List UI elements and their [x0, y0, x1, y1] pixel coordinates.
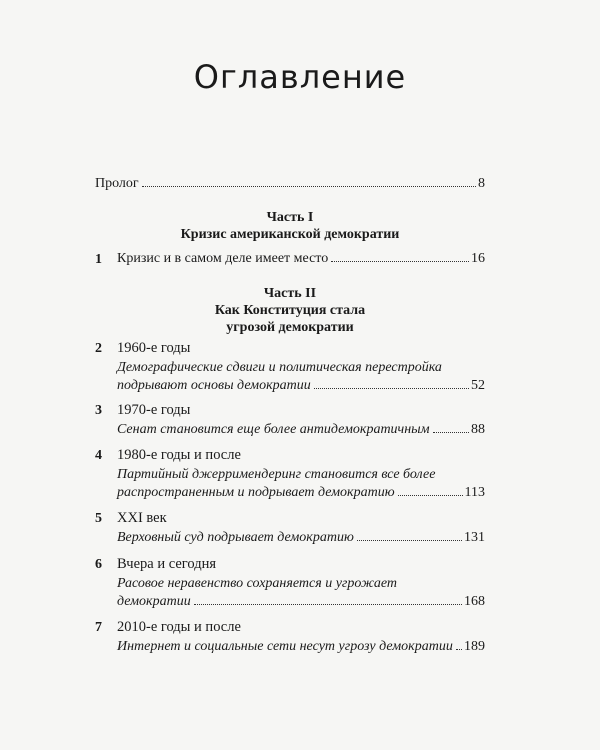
chapter-subtitle-line: Сенат становится еще более антидемократичным [117, 422, 430, 437]
dot-leader [194, 604, 462, 605]
toc-entry-chapter-6[interactable] [117, 575, 485, 611]
part-title-line: Как Конституция стала [214, 303, 366, 318]
chapter-subtitle-line: Демографические сдвиги и политическая перестройка [117, 360, 442, 375]
dot-leader [331, 261, 469, 262]
toc-entry-prologue[interactable] [95, 176, 485, 192]
chapter-number: 2 [95, 341, 102, 356]
part-heading [95, 209, 485, 243]
toc-page-number: 131 [464, 530, 485, 545]
chapter-subtitle-line: Расовое неравенство сохраняется и угрожает [117, 576, 398, 591]
chapter-subtitle-line: Верховный суд подрывает демократию [117, 530, 354, 545]
chapter-subtitle-line: подрывают основы демократии [117, 378, 311, 393]
chapter-subtitle-line: Партийный джерримендеринг становится все более [117, 467, 436, 482]
toc-entry-chapter-3[interactable] [117, 421, 485, 439]
dot-leader [314, 388, 469, 389]
toc-entry-label: Кризис и в самом деле имеет место [117, 251, 329, 266]
chapter-number: 1 [95, 252, 102, 267]
part-title-line: угрозой демократии [226, 320, 354, 335]
chapter-subtitle-line: демократии [117, 594, 191, 609]
toc-page-number: 113 [464, 485, 485, 500]
chapter-title[interactable]: 1980-е годы и после [117, 447, 241, 463]
chapter-number: 7 [95, 620, 102, 635]
part-heading [95, 285, 485, 336]
chapter-title[interactable]: XXI век [117, 510, 167, 526]
toc-page-number: 8 [478, 176, 485, 191]
part-label: Часть II [263, 286, 317, 301]
dot-leader [456, 649, 462, 650]
chapter-subtitle-line: распространенным и подрывает демократию [117, 485, 395, 500]
toc-entry-chapter-4[interactable] [117, 466, 485, 502]
toc-page-number: 88 [471, 422, 485, 437]
page-title: Оглавление [193, 58, 407, 96]
toc-entry-chapter-5[interactable] [117, 529, 485, 547]
toc-page-number: 189 [464, 639, 485, 654]
toc-entry-label: Пролог [95, 176, 139, 191]
chapter-number: 5 [95, 511, 102, 526]
chapter-subtitle-line: Интернет и социальные сети несут угрозу демократии [117, 639, 453, 654]
chapter-number: 4 [95, 448, 102, 463]
toc-entry-chapter-7[interactable] [117, 638, 485, 656]
dot-leader [398, 495, 463, 496]
chapter-title[interactable]: Вчера и сегодня [117, 556, 217, 572]
part-label: Часть I [266, 210, 314, 225]
dot-leader [357, 540, 462, 541]
chapter-title[interactable]: 1960-е годы [117, 340, 191, 356]
toc-page-number: 52 [471, 378, 485, 393]
toc-entry-chapter-2[interactable] [117, 359, 485, 395]
dot-leader [142, 186, 476, 187]
toc-page-number: 168 [464, 594, 485, 609]
chapter-title[interactable]: 1970-е годы [117, 402, 191, 418]
chapter-number: 3 [95, 403, 102, 418]
toc-entry-chapter-1[interactable] [117, 251, 485, 267]
chapter-number: 6 [95, 557, 102, 572]
dot-leader [433, 432, 469, 433]
toc-page-number: 16 [471, 251, 485, 266]
part-title: Кризис американской демократии [180, 227, 400, 242]
chapter-title[interactable]: 2010-е годы и после [117, 619, 241, 635]
